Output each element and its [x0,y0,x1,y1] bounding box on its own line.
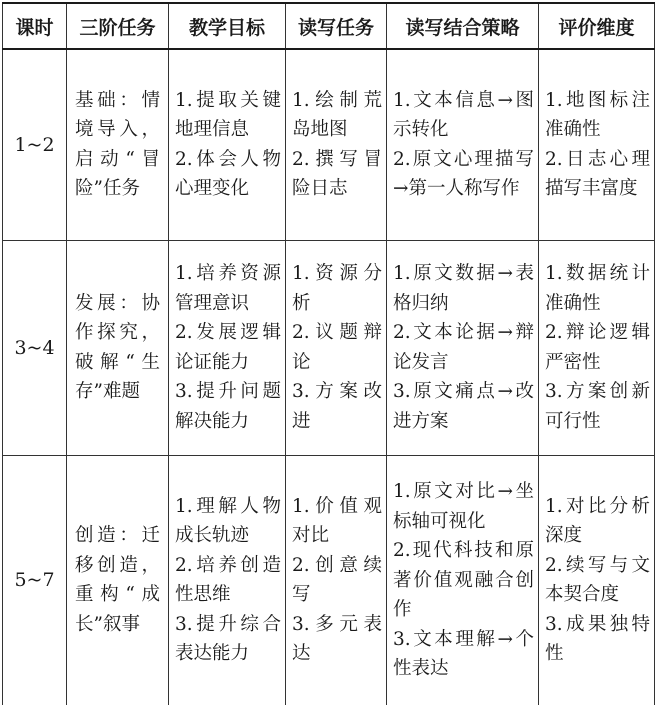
evaluation-cell [539,49,655,240]
period-cell: 3~4 [3,240,67,455]
stage-text: 基础：情境导入，启动“冒险”任务 [75,89,160,200]
task-item: 2.撰写冒险日志 [292,148,382,200]
tasks-cell [286,49,387,240]
strategies-cell [387,49,539,240]
strategies-cell [387,240,539,455]
goal-item: 2.培养创造性思维 [175,554,281,606]
goal-item: 1.培养资源管理意识 [175,263,281,314]
table-row [3,240,655,455]
goal-item: 3.提升综合表达能力 [175,613,281,665]
evaluation-item: 2.日志心理描写丰富度 [545,148,650,200]
period-cell: 5~7 [3,455,67,705]
strategy-item: 3.原文痛点→改进方案 [393,381,534,432]
strategy-item: 2.原文心理描写→第一人称写作 [393,148,534,200]
header-goals: 教学目标 [169,3,286,49]
task-item: 3.多元表达 [292,613,382,665]
tasks-cell [286,455,387,705]
task-item: 3.方案改进 [292,381,382,432]
goal-item: 1.提取关键地理信息 [175,89,281,141]
goal-item: 2.发展逻辑论证能力 [175,322,281,373]
stage-text: 创造：迁移创造，重构“成长”叙事 [75,525,160,635]
strategy-item: 1.原文数据→表格归纳 [393,263,534,314]
strategy-item: 2.文本论据→辩论发言 [393,322,534,373]
header-evaluation: 评价维度 [539,3,655,49]
goal-item: 3.提升问题解决能力 [175,381,281,432]
strategies-cell [387,455,539,705]
goal-item: 1.理解人物成长轨迹 [175,495,281,547]
header-strategies: 读写结合策略 [387,3,539,49]
evaluation-item: 3.方案创新可行性 [545,381,650,432]
strategy-item: 1.原文对比→坐标轴可视化 [393,481,534,532]
evaluation-item: 1.对比分析深度 [545,495,650,547]
header-tasks: 读写任务 [286,3,387,49]
task-item: 2.创意续写 [292,554,382,606]
goal-item: 2.体会人物心理变化 [175,148,281,200]
evaluation-cell [539,240,655,455]
task-item: 1.绘制荒岛地图 [292,89,382,141]
table-header-row [3,3,655,49]
task-item: 1.资源分析 [292,263,382,314]
stage-cell [67,455,169,705]
goals-cell [169,455,286,705]
table-row [3,49,655,240]
stage-cell [67,240,169,455]
goals-cell [169,240,286,455]
evaluation-item: 3.成果独特性 [545,613,650,665]
tasks-cell [286,240,387,455]
strategy-item: 1.文本信息→图示转化 [393,89,534,141]
stage-text: 发展：协作探究，破解“生存”难题 [75,292,160,402]
task-item: 2.议题辩论 [292,322,382,373]
lesson-plan-table [2,2,655,705]
strategy-item: 2.现代科技和原著价值观融合创作 [393,540,534,620]
header-stage: 三阶任务 [67,3,169,49]
evaluation-item: 1.地图标注准确性 [545,89,650,141]
evaluation-item: 1.数据统计准确性 [545,263,650,314]
table-row [3,455,655,705]
period-cell: 1~2 [3,49,67,240]
evaluation-item: 2.续写与文本契合度 [545,554,650,606]
task-item: 1.价值观对比 [292,495,382,547]
strategy-item: 3.文本理解→个性表达 [393,628,534,679]
header-period: 课时 [3,3,67,49]
evaluation-item: 2.辩论逻辑严密性 [545,322,650,373]
stage-cell [67,49,169,240]
evaluation-cell [539,455,655,705]
goals-cell [169,49,286,240]
